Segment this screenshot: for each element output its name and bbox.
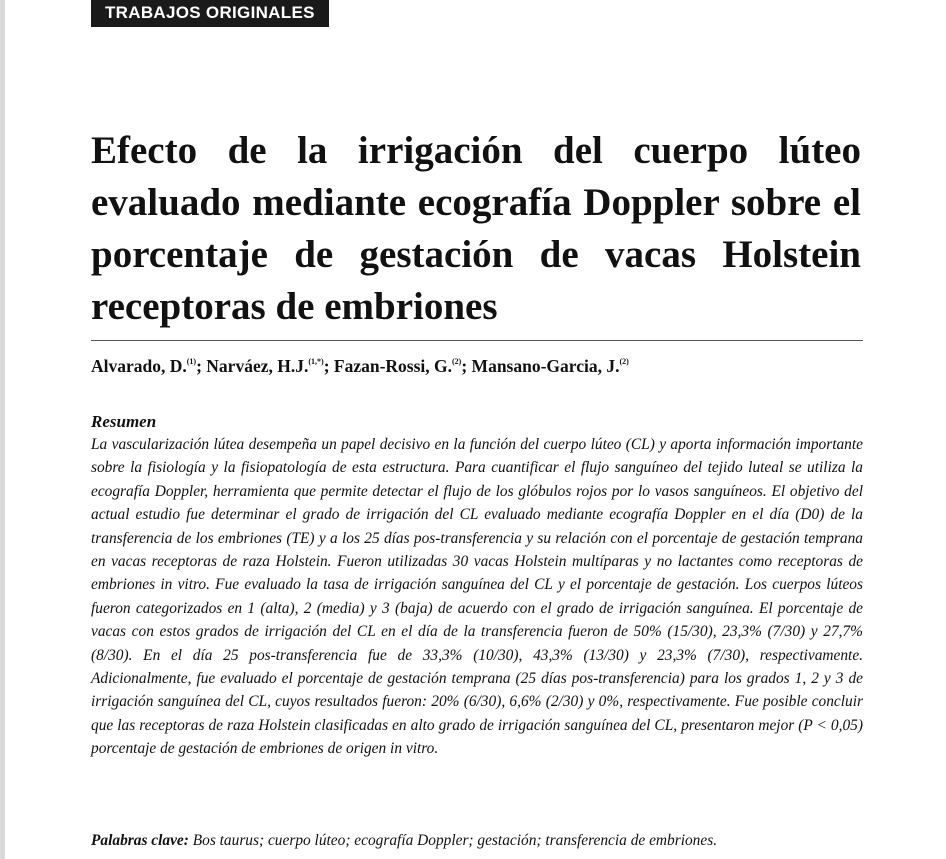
author-name: Fazan-Rossi, G. — [333, 356, 453, 376]
author-separator: ; — [461, 356, 472, 376]
author-name: Alvarado, D. — [91, 356, 187, 376]
author-affiliation: (1) — [186, 357, 197, 366]
author-name: Mansano-Garcia, J. — [471, 356, 620, 376]
section-banner: TRABAJOS ORIGINALES — [91, 0, 329, 27]
author-affiliation: (2) — [452, 357, 462, 366]
abstract-heading: Resumen — [91, 412, 157, 431]
keywords-line — [91, 830, 863, 852]
author-separator: ; — [196, 356, 207, 376]
author-affiliation: (1,*) — [308, 357, 324, 366]
author-affiliation: (2) — [619, 357, 629, 366]
keywords-text: Bos taurus; cuerpo lúteo; ecografía Doppler; gestación; transferencia de embriones. — [188, 832, 718, 849]
abstract-body: La vascularización lútea desempeña un papel decisivo en la función del cuerpo lúteo (CL) y aporta información importante sobre la fisiología y la fisiopatología de esta estructura. Para cuantificar el flujo sanguíneo del tejido luteal se utiliza la ecografía Doppler, herramienta que permite detectar el flujo de los glóbulos rojos por lo vasos sanguíneos. El objetivo del actual estudio fue determinar el grado de irrigación del CL evaluado mediante ecografía Doppler en el día (D0) de la transferencia de los embriones (TE) y a los 25 días pos-transferencia y su relación con el porcentaje de gestación temprana en vacas receptoras de raza Holstein. Fueron utilizadas 30 vacas Holstein multíparas y no lactantes como receptoras de embriones in vitro. Fue evaluado la tasa de irrigación sanguínea del CL y el porcentaje de gestación. Los cuerpos lúteos fueron categorizados en 1 (alta), 2 (media) y 3 (baja) de acuerdo con el grado de irrigación sanguínea. El porcentaje de vacas con estos grados de irrigación del CL en el día de la transferencia fueron de 50% (15/30), 23,3% (7/30) y 27,7% (8/30). En el día 25 pos-transferencia fue de 33,3% (10/30), 43,3% (13/30) y 23,3% (7/30), respectivamente. Adicionalmente, fue evaluado el porcentaje de gestación temprana (25 días pos-transferencia) para los grados 1, 2 y 3 de irrigación sanguínea del CL, cuyos resultados fueron: 20% (6/30), 6,6% (2/30) y 0%, respectivamente. Fue posible concluir que las receptoras de raza Holstein clasificadas en alto grado de irrigación sanguínea del CL, presentaron mejor (P < 0,05) porcentaje de gestación de embriones de origen in vitro. — [91, 436, 863, 758]
article-title: Efecto de la irrigación del cuerpo lúteo evaluado mediante ecografía Doppler sobre el porcentaje de gestación de vacas Holstein receptoras de embriones — [91, 129, 861, 328]
author-name: Narváez, H.J. — [206, 356, 309, 376]
keywords-label: Palabras clave: — [91, 832, 189, 849]
title-divider — [91, 340, 863, 341]
author-separator: ; — [323, 356, 334, 376]
page-margin-rule — [0, 0, 5, 859]
author-list — [91, 354, 863, 378]
